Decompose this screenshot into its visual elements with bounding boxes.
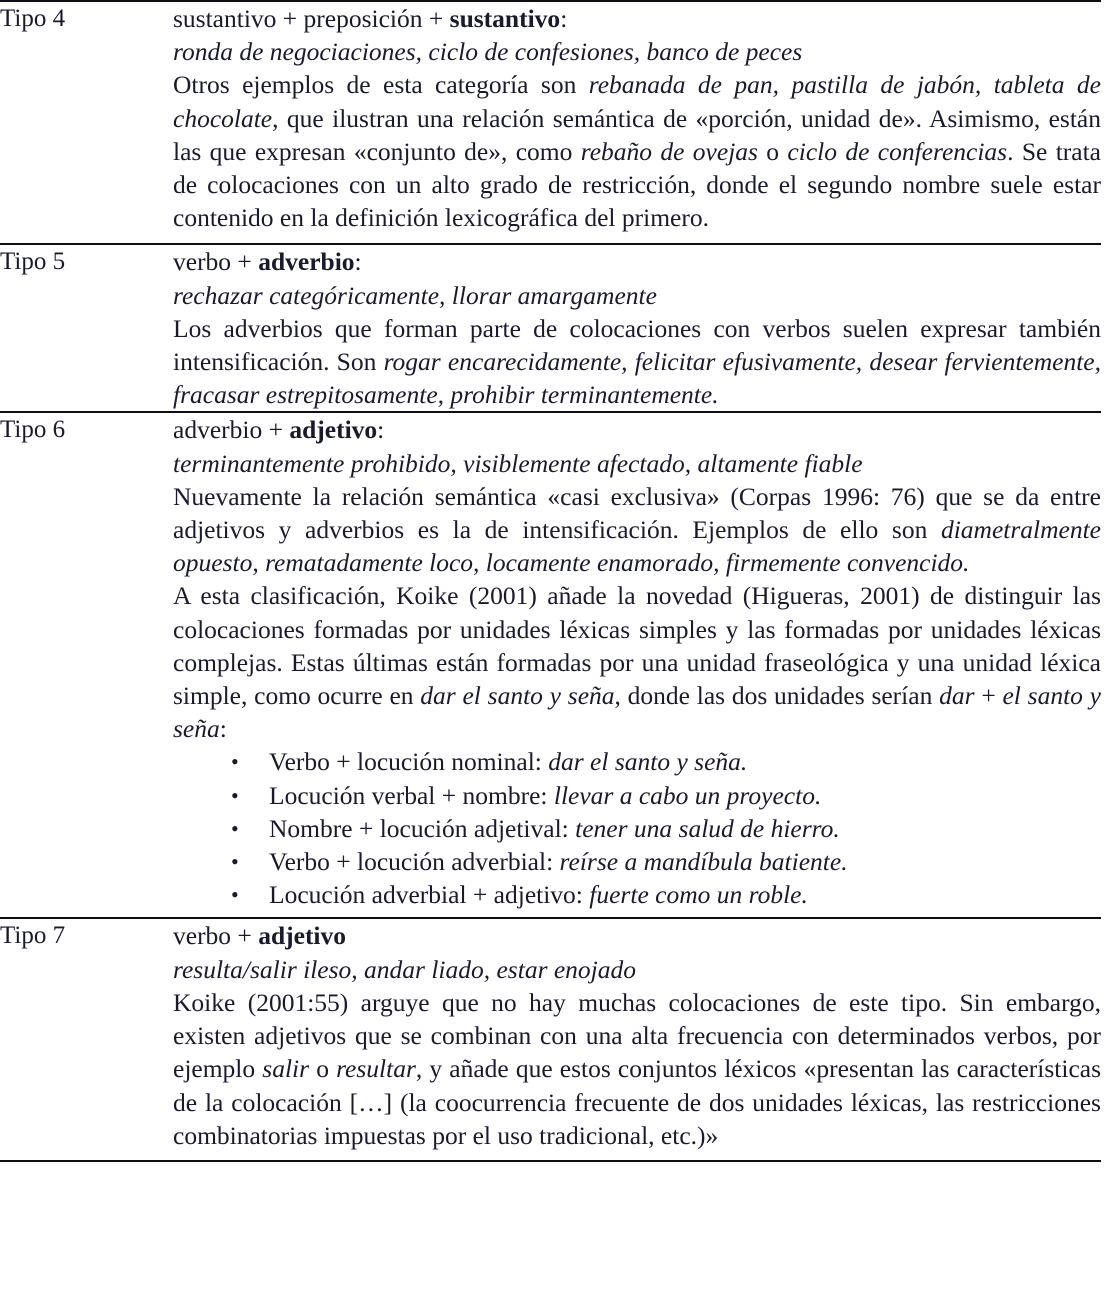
heading-colon: :	[377, 415, 385, 445]
heading-bold: adjetivo	[258, 921, 347, 951]
row-heading	[173, 919, 1101, 952]
seg: resultar	[336, 1054, 416, 1084]
seg: , donde las dos unidades serían	[614, 681, 940, 711]
row-label: Tipo 7	[0, 922, 66, 950]
row-heading	[173, 413, 1101, 446]
row-body-cell	[173, 244, 1101, 412]
seg: salir	[262, 1054, 310, 1084]
seg: dar	[939, 681, 975, 711]
list-item-example: reírse a mandíbula batiente.	[559, 847, 848, 877]
seg: , que ilustran una relación semántica de «porción, unidad de». Asimismo, están las que expresan «conjunto de», como	[173, 103, 1101, 166]
collocation-subtypes-list	[173, 745, 1101, 911]
bullet-icon: •	[231, 815, 239, 841]
seg: rebanada de pan, pastilla de jabón, tableta de chocolate	[173, 70, 1101, 133]
table-row	[0, 412, 1101, 918]
seg: . Se trata de colocaciones con un alto grado de restricción, donde el segundo nombre suele estar contenido en la definición lexicográfica del primero.	[173, 136, 1101, 233]
row-paragraph	[173, 68, 1101, 234]
seg: +	[974, 681, 1003, 711]
heading-bold: sustantivo	[449, 4, 561, 33]
heading-colon: :	[354, 247, 362, 277]
heading-plain: sustantivo + preposición +	[173, 4, 450, 33]
list-item	[173, 812, 1101, 845]
heading-plain: verbo +	[173, 921, 259, 951]
list-item-label: Nombre + locución adjetival:	[269, 813, 576, 843]
list-item	[173, 745, 1101, 778]
seg: A esta clasificación, Koike (2001) añade la novedad (Higueras, 2001) de distinguir las colocaciones formadas por unidades léxicas simples y las formadas por unidades léxicas complejas. Estas últimas están formadas por una unidad fraseológica y una unidad léxica simple, como ocurre en	[173, 581, 1101, 711]
seg: ciclo de conferencias	[787, 136, 1008, 166]
list-item	[173, 878, 1101, 911]
row-examples	[173, 35, 1101, 68]
list-item-label: Locución adverbial + adjetivo:	[269, 880, 590, 910]
heading-colon: :	[560, 4, 568, 33]
seg: rebaño de ovejas	[580, 136, 758, 166]
row-examples	[173, 447, 1101, 480]
list-item-label: Locución verbal + nombre:	[269, 780, 554, 810]
row-label-cell	[0, 918, 173, 1160]
seg: dar el santo y seña	[420, 681, 615, 711]
seg: Los adverbios que forman parte de colocaciones con verbos suelen expresar también intensificación. Son	[173, 313, 1101, 377]
examples-italic: resulta/salir ileso, andar liado, estar enojado	[173, 954, 637, 984]
bullet-icon: •	[231, 849, 239, 875]
row-label-cell	[0, 244, 173, 412]
heading-bold: adverbio	[258, 247, 355, 277]
row-paragraph	[173, 579, 1101, 745]
table-body	[0, 1, 1101, 1161]
heading-bold: adjetivo	[289, 415, 378, 445]
list-item	[173, 779, 1101, 812]
row-paragraph	[173, 312, 1101, 412]
heading-plain: verbo +	[173, 247, 259, 277]
seg: :	[219, 714, 227, 744]
list-item-example: llevar a cabo un proyecto.	[553, 780, 822, 810]
row-label-cell	[0, 1, 173, 244]
seg: rogar encarecidamente, felicitar efusivamente, desear fervientemente, fracasar estrepitosamente, prohibir terminantemente.	[173, 347, 1101, 410]
heading-plain: adverbio +	[173, 415, 290, 445]
row-body-cell	[173, 412, 1101, 918]
examples-italic: ronda de negociaciones, ciclo de confesiones, banco de peces	[173, 37, 803, 67]
seg: Otros ejemplos de esta categoría son	[173, 70, 589, 100]
seg: Koike (2001:55) arguye que no hay muchas colocaciones de este tipo. Sin embargo, existen adjetivos que se combinan con una alta frecuencia con determinados verbos, por ejemplo	[173, 987, 1101, 1084]
table-row	[0, 244, 1101, 412]
row-label: Tipo 4	[0, 5, 66, 32]
table-row	[0, 1, 1101, 244]
row-label: Tipo 6	[0, 416, 66, 444]
list-item	[173, 845, 1101, 878]
row-paragraph	[173, 986, 1101, 1152]
list-item-example: tener una salud de hierro.	[575, 813, 840, 843]
row-paragraph	[173, 480, 1101, 580]
row-label-cell	[0, 412, 173, 918]
examples-italic: terminantemente prohibido, visiblemente afectado, altamente fiable	[173, 448, 863, 478]
bullet-icon: •	[231, 749, 239, 775]
table-row	[0, 918, 1101, 1160]
row-heading	[173, 2, 1101, 35]
seg: o	[757, 136, 788, 166]
bullet-icon: •	[231, 882, 239, 908]
list-item-label: Verbo + locución nominal:	[269, 747, 549, 777]
seg: , y añade que estos conjuntos léxicos «presentan las características de la colocación […] (la coocurrencia frecuente de dos unidades léxicas, las restricciones combinatorias impuestas por el uso tradicional, etc.)»	[173, 1054, 1102, 1150]
list-item-example: dar el santo y seña.	[548, 747, 748, 777]
row-heading	[173, 245, 1101, 278]
seg: Nuevamente la relación semántica «casi exclusiva» (Corpas 1996: 76) que se da entre adjetivos y adverbios es la de intensificación. Ejemplos de ello son	[173, 481, 1101, 545]
row-examples	[173, 953, 1101, 986]
seg: diametralmente opuesto, rematadamente loco, locamente enamorado, firmemente convencido.	[173, 515, 1101, 578]
row-examples	[173, 279, 1101, 312]
list-item-label: Verbo + locución adverbial:	[269, 847, 560, 877]
seg: el santo y seña	[173, 681, 1101, 744]
bullet-icon: •	[231, 782, 239, 808]
seg: o	[309, 1054, 337, 1084]
row-body-cell	[173, 918, 1101, 1160]
list-item-example: fuerte como un roble.	[589, 880, 808, 910]
row-label: Tipo 5	[0, 248, 66, 276]
examples-italic: rechazar categóricamente, llorar amargamente	[173, 280, 657, 310]
row-body-cell	[173, 1, 1101, 244]
